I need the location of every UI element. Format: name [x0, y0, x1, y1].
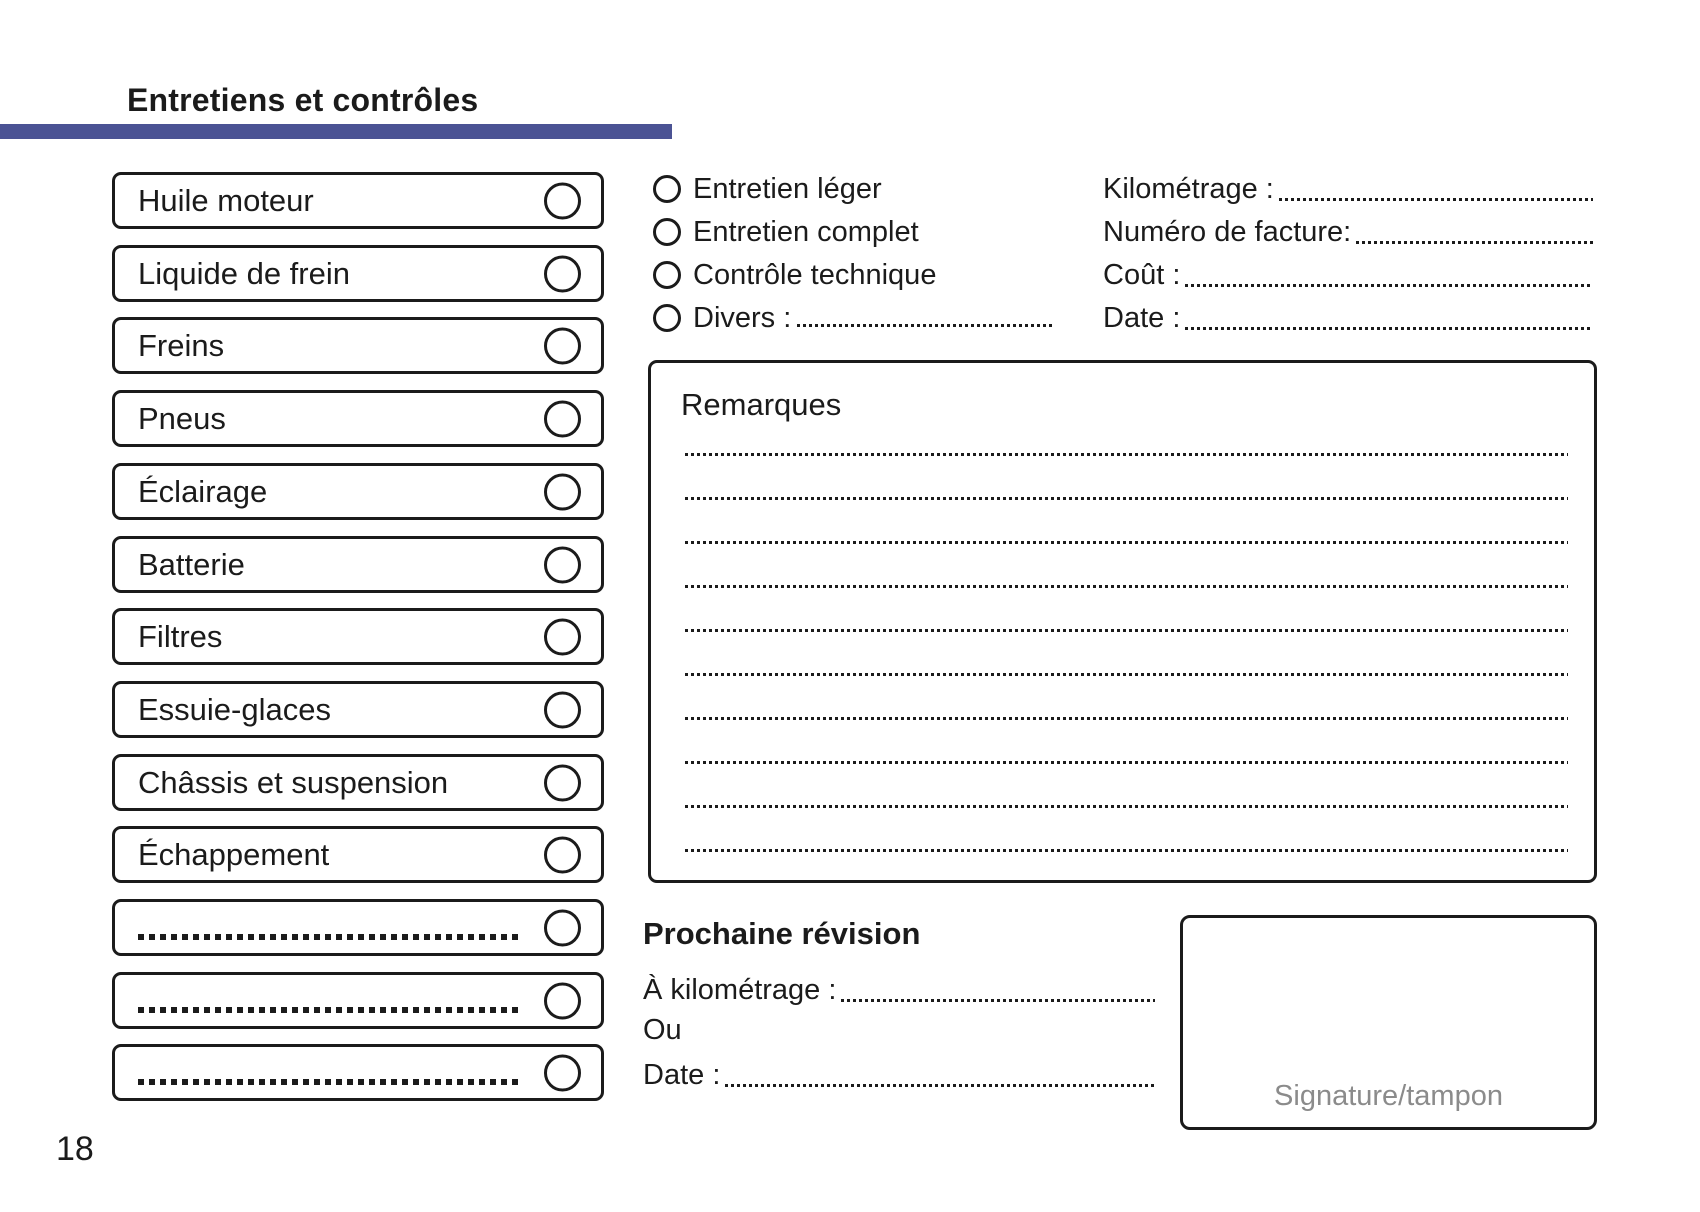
signature-label: Signature/tampon: [1274, 1080, 1503, 1112]
remarks-title: Remarques: [681, 387, 842, 422]
radio-circle[interactable]: [653, 304, 681, 332]
date-fill-line[interactable]: [1185, 327, 1593, 330]
remark-fill-line[interactable]: [685, 717, 1568, 720]
check-circle[interactable]: [544, 327, 581, 364]
remark-fill-line[interactable]: [685, 453, 1568, 456]
cout-fill-line[interactable]: [1185, 284, 1593, 287]
checklist-row-blank: [112, 972, 604, 1029]
title-underline-bar: [0, 124, 672, 139]
checklist-item-label: Éclairage: [138, 473, 268, 509]
next-service-km-row: [643, 976, 1155, 1004]
remark-fill-line[interactable]: [685, 629, 1568, 632]
remark-fill-line[interactable]: [685, 761, 1568, 764]
divers-fill-line[interactable]: [797, 324, 1052, 327]
field-label: Date :: [643, 1059, 721, 1091]
remark-fill-line[interactable]: [685, 585, 1568, 588]
checklist-item-label: Batterie: [138, 546, 245, 582]
checklist-row: [112, 317, 604, 374]
checklist-row: [112, 608, 604, 665]
page-title: Entretiens et contrôles: [127, 82, 479, 118]
next-date-fill-line[interactable]: [725, 1084, 1155, 1087]
checklist-row-blank: [112, 1044, 604, 1101]
checklist-row: [112, 245, 604, 302]
checklist-row: [112, 754, 604, 811]
service-type-row: [653, 218, 919, 246]
field-label: Numéro de facture:: [1103, 216, 1352, 248]
check-circle[interactable]: [544, 400, 581, 437]
checklist-row: [112, 826, 604, 883]
check-circle[interactable]: [544, 836, 581, 873]
radio-circle[interactable]: [653, 218, 681, 246]
field-label: Coût :: [1103, 259, 1181, 291]
invoice-field-row: [1103, 218, 1593, 246]
check-circle[interactable]: [544, 1054, 581, 1091]
page-number: 18: [56, 1130, 94, 1168]
remark-fill-line[interactable]: [685, 673, 1568, 676]
checklist-row: [112, 536, 604, 593]
facture-fill-line[interactable]: [1356, 241, 1593, 244]
check-circle[interactable]: [544, 982, 581, 1019]
checklist-item-label: Freins: [138, 327, 225, 363]
check-circle[interactable]: [544, 909, 581, 946]
radio-label: Divers :: [693, 302, 792, 334]
field-label: À kilométrage :: [643, 974, 837, 1006]
invoice-field-row: [1103, 175, 1593, 203]
service-type-row: [653, 261, 936, 289]
checklist-row: [112, 463, 604, 520]
checklist-row: [112, 681, 604, 738]
checklist-item-label: Huile moteur: [138, 182, 314, 218]
blank-fill-line[interactable]: [138, 1079, 523, 1085]
radio-label: Entretien léger: [693, 173, 882, 205]
check-circle[interactable]: [544, 764, 581, 801]
remark-fill-line[interactable]: [685, 805, 1568, 808]
remark-fill-line[interactable]: [685, 849, 1568, 852]
blank-fill-line[interactable]: [138, 934, 523, 940]
next-service-title: Prochaine révision: [643, 916, 921, 951]
remark-fill-line[interactable]: [685, 497, 1568, 500]
service-type-row: [653, 175, 882, 203]
service-type-row: [653, 304, 1052, 332]
invoice-field-row: [1103, 261, 1593, 289]
next-km-fill-line[interactable]: [841, 999, 1155, 1002]
radio-circle[interactable]: [653, 175, 681, 203]
field-label: Date :: [1103, 302, 1181, 334]
check-circle[interactable]: [544, 182, 581, 219]
check-circle[interactable]: [544, 691, 581, 728]
kilometrage-fill-line[interactable]: [1279, 198, 1593, 201]
checklist-item-label: Filtres: [138, 618, 223, 654]
checklist-row-blank: [112, 899, 604, 956]
checklist-row: [112, 390, 604, 447]
signature-box[interactable]: [1180, 915, 1597, 1130]
radio-label: Contrôle technique: [693, 259, 937, 291]
radio-label: Entretien complet: [693, 216, 919, 248]
next-service-date-row: [643, 1061, 1155, 1089]
blank-fill-line[interactable]: [138, 1007, 523, 1013]
checklist-item-label: Châssis et suspension: [138, 764, 449, 800]
check-circle[interactable]: [544, 546, 581, 583]
radio-circle[interactable]: [653, 261, 681, 289]
check-circle[interactable]: [544, 255, 581, 292]
checklist-item-label: Échappement: [138, 836, 330, 872]
remark-fill-line[interactable]: [685, 541, 1568, 544]
field-label: Kilométrage :: [1103, 173, 1274, 205]
checklist-item-label: Pneus: [138, 400, 226, 436]
checklist-item-label: Liquide de frein: [138, 255, 350, 291]
checklist-row: [112, 172, 604, 229]
checklist-item-label: Essuie-glaces: [138, 691, 331, 727]
remarks-box: [648, 360, 1597, 883]
invoice-field-row: [1103, 304, 1593, 332]
check-circle[interactable]: [544, 618, 581, 655]
next-service-or-row: [643, 1016, 1155, 1044]
check-circle[interactable]: [544, 473, 581, 510]
field-label: Ou: [643, 1014, 682, 1046]
